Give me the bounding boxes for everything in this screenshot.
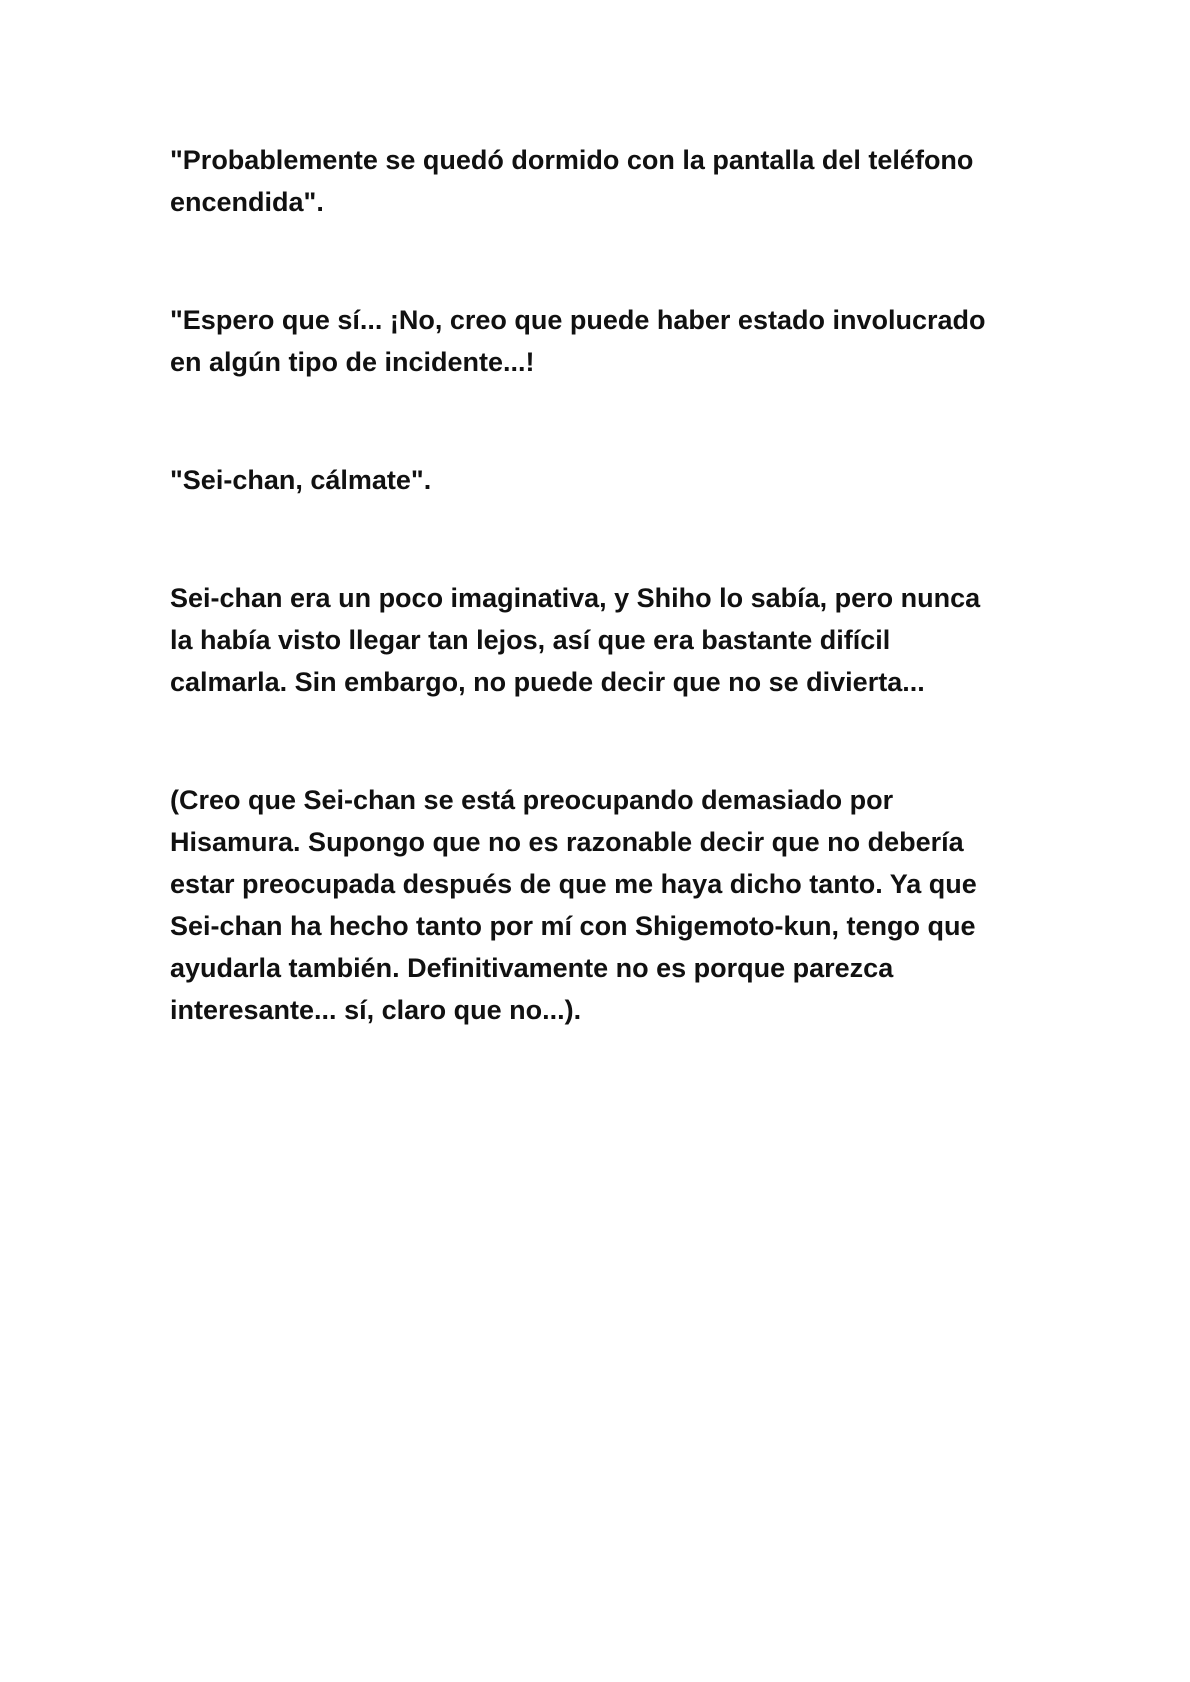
document-body [170,139,1050,1031]
paragraph-line: calmarla. Sin embargo, no puede decir que no se divierta... [170,667,925,697]
paragraph-5 [170,779,1050,1031]
paragraph-line: Sei-chan era un poco imaginativa, y Shiho lo sabía, pero nunca [170,583,981,613]
paragraph-line: la había visto llegar tan lejos, así que era bastante difícil [170,625,891,655]
paragraph-line: en algún tipo de incidente...! [170,347,535,377]
paragraph-line: Hisamura. Supongo que no es razonable decir que no debería [170,827,964,857]
paragraph-2 [170,299,1050,383]
paragraph-line: "Probablemente se quedó dormido con la pantalla del teléfono [170,145,974,175]
paragraph-line: estar preocupada después de que me haya dicho tanto. Ya que [170,869,977,899]
paragraph-line: ayudarla también. Definitivamente no es porque parezca [170,953,894,983]
paragraph-line: (Creo que Sei-chan se está preocupando demasiado por [170,785,894,815]
paragraph-line: "Sei-chan, cálmate". [170,465,432,495]
paragraph-1 [170,139,1050,223]
paragraph-line: encendida". [170,187,324,217]
paragraph-line: Sei-chan ha hecho tanto por mí con Shigemoto-kun, tengo que [170,911,976,941]
paragraph-line: "Espero que sí... ¡No, creo que puede haber estado involucrado [170,305,986,335]
paragraph-3 [170,459,1050,501]
paragraph-line: interesante... sí, claro que no...). [170,995,582,1025]
paragraph-4 [170,577,1050,703]
